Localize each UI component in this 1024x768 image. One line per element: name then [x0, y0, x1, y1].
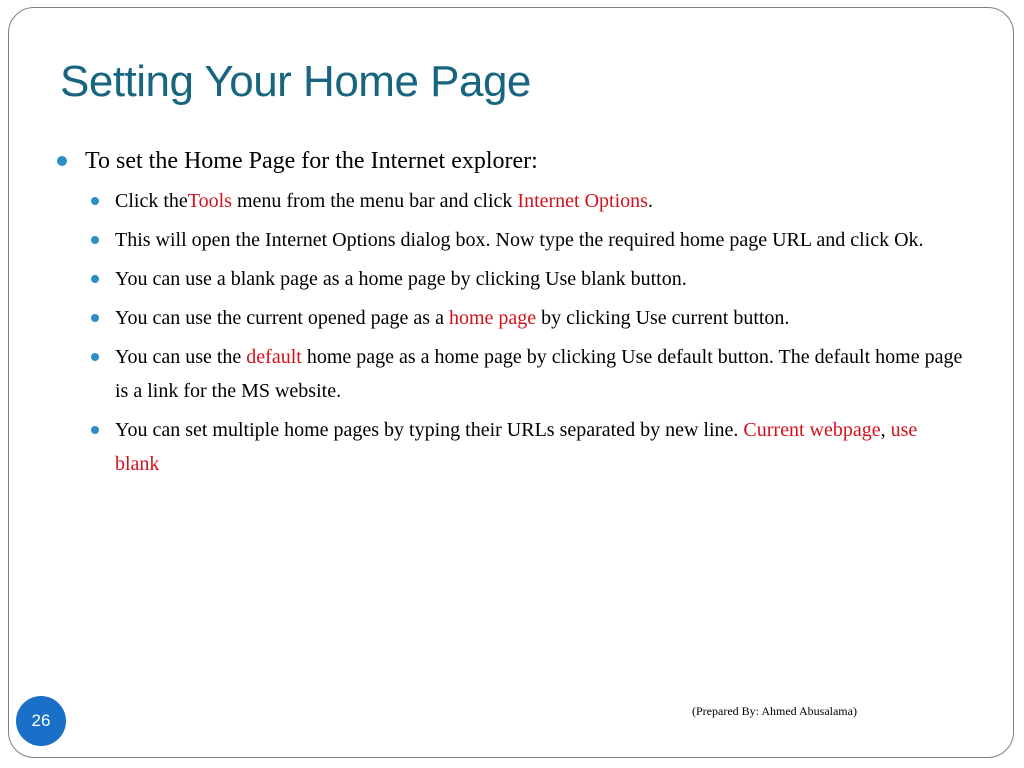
home-page-highlight: home page	[448, 307, 537, 329]
bullet-dot-icon	[57, 156, 67, 166]
slide-content	[55, 144, 965, 486]
bullet-dot-icon	[91, 236, 99, 244]
bullet-default	[55, 340, 965, 408]
bullet-tools-mid: menu from the menu bar and click	[231, 190, 518, 212]
bullet-tools	[55, 184, 965, 218]
bullet-blank-text: You can use a blank page as a home page by clicking Use blank button.	[115, 268, 687, 290]
bullet-default-pre: You can use the	[115, 346, 247, 368]
bullet-multiple-sep: ,	[880, 419, 891, 441]
bullet-main-text: To set the Home Page for the Internet explorer:	[85, 148, 538, 174]
bullet-dialog-text: This will open the Internet Options dialog box. Now type the required home page URL and click Ok.	[115, 229, 924, 251]
bullet-dialog	[55, 223, 965, 257]
bullet-multiple	[55, 413, 965, 481]
default-highlight: default	[246, 346, 302, 368]
bullet-current	[55, 301, 965, 335]
internet-options-highlight: Internet Options	[517, 190, 648, 212]
bullet-tools-end: .	[647, 190, 653, 212]
bullet-default-post: home page as a home page by clicking Use default button. The default home page is a link for the MS website.	[115, 346, 963, 402]
bullet-current-post: by clicking Use current button.	[536, 307, 790, 329]
bullet-current-pre: You can use the current opened page as a	[115, 307, 449, 329]
bullet-dot-icon	[91, 275, 99, 283]
bullet-dot-icon	[91, 426, 99, 434]
bullet-tools-pre: Click the	[115, 190, 188, 212]
footer-credit: (Prepared By: Ahmed Abusalama)	[692, 704, 857, 718]
use-blank-highlight: use blank	[115, 419, 918, 475]
bullet-dot-icon	[91, 197, 99, 205]
bullet-main	[55, 144, 965, 178]
bullet-dot-icon	[91, 353, 99, 361]
page-number-badge: 26	[16, 696, 66, 746]
tools-highlight: Tools	[187, 190, 232, 212]
current-webpage-highlight: Current webpage	[743, 419, 881, 441]
bullet-dot-icon	[91, 314, 99, 322]
bullet-blank	[55, 262, 965, 296]
bullet-multiple-pre: You can set multiple home pages by typing their URLs separated by new line.	[115, 419, 744, 441]
slide-title: Setting Your Home Page	[60, 57, 531, 106]
